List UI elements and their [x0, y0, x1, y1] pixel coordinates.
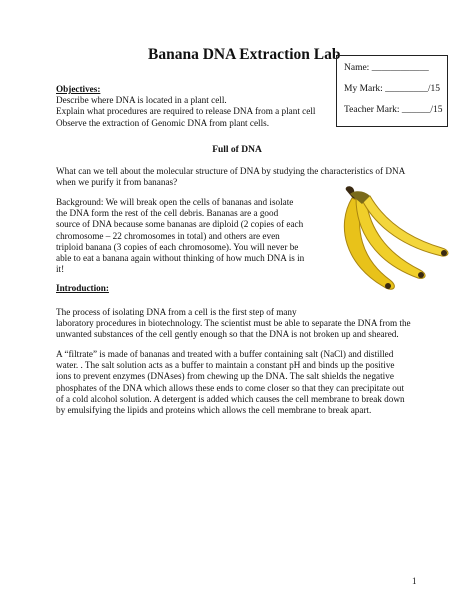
background-line: triploid banana (3 copies of each chromosome). You will never be [56, 241, 299, 252]
question-line: What can we tell about the molecular structure of DNA by studying the characteristics of DNA [56, 166, 406, 176]
introduction-line: phosphates of the DNA which allows these ends to come closer so that they can precipitate out [56, 382, 405, 393]
background-paragraph [56, 197, 304, 275]
introduction-line: of a cold alcohol solution. A detergent is added which causes the cell membrane to break down [56, 393, 405, 404]
background-line: Background: We will break open the cells of bananas and isolate [56, 197, 294, 207]
introduction-line: laboratory procedures in biotechnology. The scientist must be able to separate the DNA from the [56, 318, 411, 329]
introduction-heading: Introduction: [56, 283, 109, 293]
objective-line: Explain what procedures are required to release DNA from a plant cell [56, 106, 316, 117]
background-line: source of DNA because some bananas are diploid (2 copies of each [56, 219, 304, 230]
teacher-mark-field: Teacher Mark: ______/15 [344, 105, 443, 115]
question-line: when we purify it from bananas? [56, 177, 178, 188]
introduction-line: unwanted substances of the cell gently enough so that the DNA is not broken up and sheared. [56, 329, 399, 340]
introduction-line: water. . The salt solution acts as a buffer to maintain a constant pH and binds up the positive [56, 360, 395, 371]
background-line: able to eat a banana again without thinking of how much DNA is in [56, 253, 305, 264]
background-line: it! [56, 264, 65, 275]
introduction-line: The process of isolating DNA from a cell is the first step of many [56, 307, 297, 317]
introduction-line: by emulsifying the lipids and proteins which allows the cell membrane to break apart. [56, 405, 372, 416]
objective-line: Describe where DNA is located in a plant cell. [56, 95, 227, 106]
introduction-section [56, 283, 109, 294]
my-mark-field: My Mark: _________/15 [344, 84, 441, 94]
objective-line: Observe the extraction of Genomic DNA from plant cells. [56, 117, 270, 128]
introduction-paragraph-2 [56, 349, 405, 416]
background-line: chromosome – 22 chromosomes in total) and others are even [56, 230, 280, 241]
objectives-heading: Objectives: [56, 84, 101, 94]
introduction-line: ions to prevent enzymes (DNAses) from chewing up the DNA. The salt shields the negative [56, 371, 394, 382]
objectives-section [56, 84, 315, 129]
page-title: Banana DNA Extraction Lab [148, 46, 341, 63]
name-field: Name: ____________ [344, 63, 429, 73]
introduction-line: A “filtrate” is made of bananas and treated with a buffer containing salt (NaCl) and distilled [56, 349, 394, 359]
mark-box [336, 55, 448, 127]
introduction-paragraph-1 [56, 307, 411, 341]
section-title: Full of DNA [212, 145, 262, 155]
background-line: the DNA form the rest of the cell debris. Bananas are a good [56, 208, 279, 219]
banana-image [316, 180, 456, 300]
page-number: 1 [412, 576, 417, 586]
